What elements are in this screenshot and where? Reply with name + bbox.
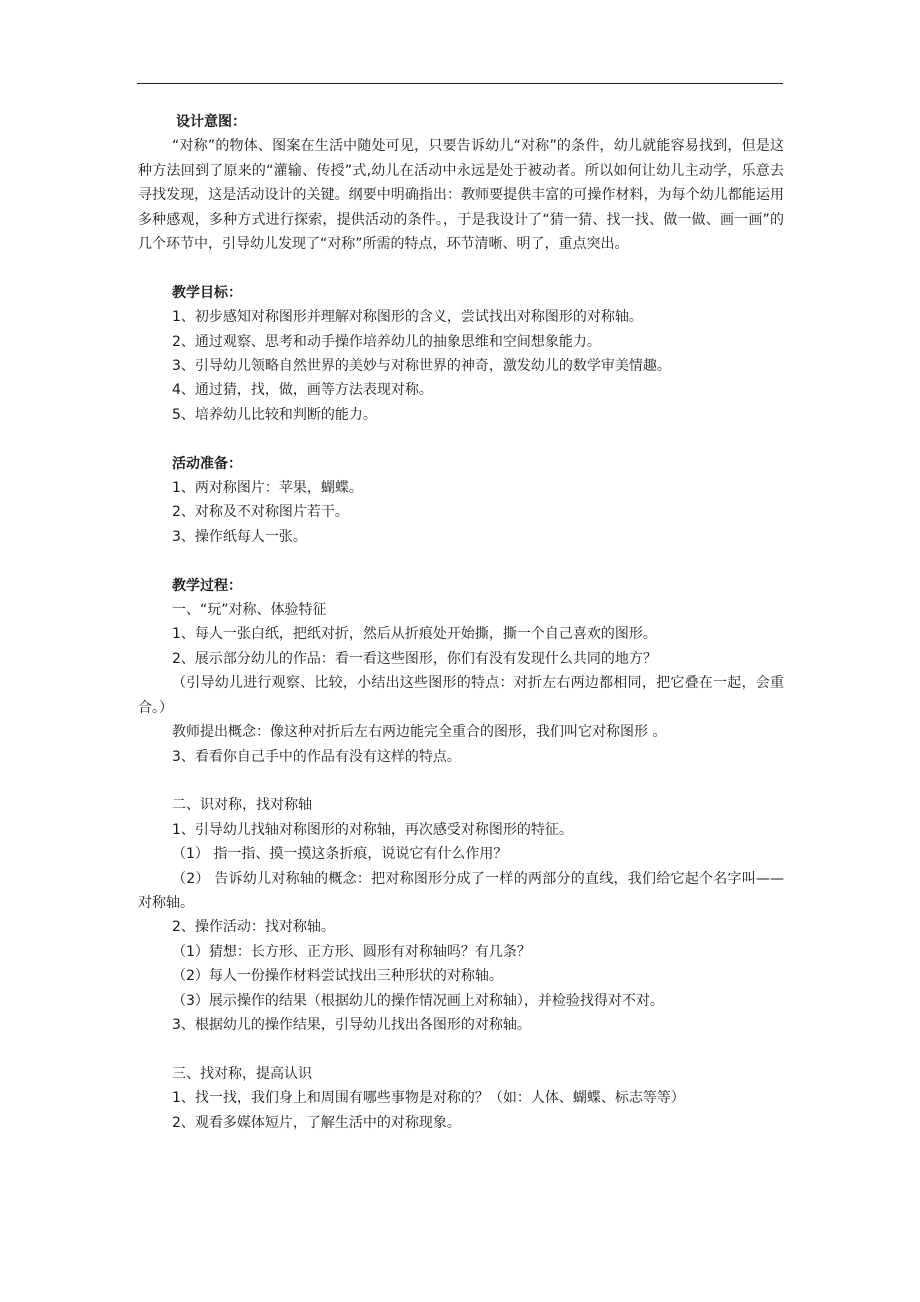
process-part1-line: 3、看看你自己手中的作品有没有这样的特点。 — [172, 748, 461, 765]
design-intent-paragraph: “对称”的物体、图案在生活中随处可见，只要告诉幼儿“对称”的条件，幼儿就能容易找到，但是这种方法回到了原来的“灌输、传授”式,幼儿在活动中永远是处于被动者。所以如何让幼儿主动学，乐意去寻找发现，这是活动设计的关键。纲要中明确指出：教师要提供丰富的可操作材料，为每个幼儿都能运用多种感观，多种方式进行探索，提供活动的条件。，于是我设计了“猜一猜、找一找、做一做、画一画”的几个环节中，引导幼儿发现了“对称”所需的特点，环节清晰、明了，重点突出。 — [138, 138, 784, 253]
process-part1-heading: 一、“玩”对称、体验特征 — [172, 602, 327, 619]
process-part1-line: （引导幼儿进行观察、比较，小结出这些图形的特点：对折左右两边都相同，把它叠在一起，会重合。） — [138, 675, 784, 716]
process-part2-line: （1）猜想：长方形、正方形、圆形有对称轴吗？有几条？ — [172, 943, 531, 960]
preparation-item: 2、对称及不对称图片若干。 — [172, 504, 349, 521]
design-intent-title: 设计意图： — [176, 114, 246, 130]
spacer — [138, 256, 784, 280]
process-part1-line: 1、每人一张白纸，把纸对折，然后从折痕处开始撕，撕一个自己喜欢的图形。 — [172, 626, 657, 643]
process-part2-line: 3、根据幼儿的操作结果，引导幼儿找出各图形的对称轴。 — [172, 1016, 531, 1033]
header-rule — [137, 83, 783, 84]
spacer — [138, 427, 784, 451]
process-part2-line: 1、引导幼儿找轴对称图形的对称轴，再次感受对称图形的特征。 — [172, 821, 573, 838]
process-part3-line: 1、找一找，我们身上和周围有哪些事物是对称的？（如：人体、蝴蝶、标志等等） — [172, 1090, 685, 1107]
document-body — [138, 110, 784, 1135]
goal-item: 4、通过猜，找，做，画等方法表现对称。 — [172, 382, 433, 399]
process-part1-line: 2、展示部分幼儿的作品：看一看这些图形，你们有没有发现什么共同的地方？ — [172, 650, 657, 667]
process-part2-line: 2、操作活动：找对称轴。 — [172, 919, 335, 936]
process-part2-line: （3）展示操作的结果（根据幼儿的操作情况画上对称轴），并检验找得对不对。 — [172, 992, 664, 1009]
goal-item: 3、引导幼儿领略自然世界的美妙与对称世界的神奇，激发幼儿的数学审美情趣。 — [172, 358, 671, 375]
process-part2-line: （2）每人一份操作材料尝试找出三种形状的对称轴。 — [172, 968, 503, 985]
process-title: 教学过程： — [172, 577, 242, 594]
preparation-title: 活动准备： — [172, 455, 242, 472]
process-part1-line: 教师提出概念：像这种对折后左右两边能完全重合的图形，我们叫它对称图形 。 — [172, 724, 667, 741]
process-part2-line: （2） 告诉幼儿对称轴的概念：把对称图形分成了一样的两部分的直线，我们给它起个名字叫——对称轴。 — [138, 870, 784, 911]
process-part3-line: 2、观看多媒体短片，了解生活中的对称现象。 — [172, 1114, 461, 1131]
preparation-item: 1、两对称图片：苹果，蝴蝶。 — [172, 480, 363, 497]
goal-item: 1、初步感知对称图形并理解对称图形的含义，尝试找出对称图形的对称轴。 — [172, 309, 643, 326]
preparation-item: 3、操作纸每人一张。 — [172, 528, 307, 545]
spacer — [138, 1037, 784, 1061]
process-part3-heading: 三、找对称，提高认识 — [172, 1065, 312, 1082]
goal-item: 5、培养幼儿比较和判断的能力。 — [172, 406, 377, 423]
spacer — [138, 549, 784, 573]
process-part2-line: （1） 指一指、摸一摸这条折痕，说说它有什么作用？ — [172, 846, 508, 863]
goals-title: 教学目标： — [172, 284, 242, 301]
spacer — [138, 769, 784, 793]
goal-item: 2、通过观察、思考和动手操作培养幼儿的抽象思维和空间想象能力。 — [172, 333, 601, 350]
process-part2-heading: 二、识对称，找对称轴 — [172, 797, 312, 814]
